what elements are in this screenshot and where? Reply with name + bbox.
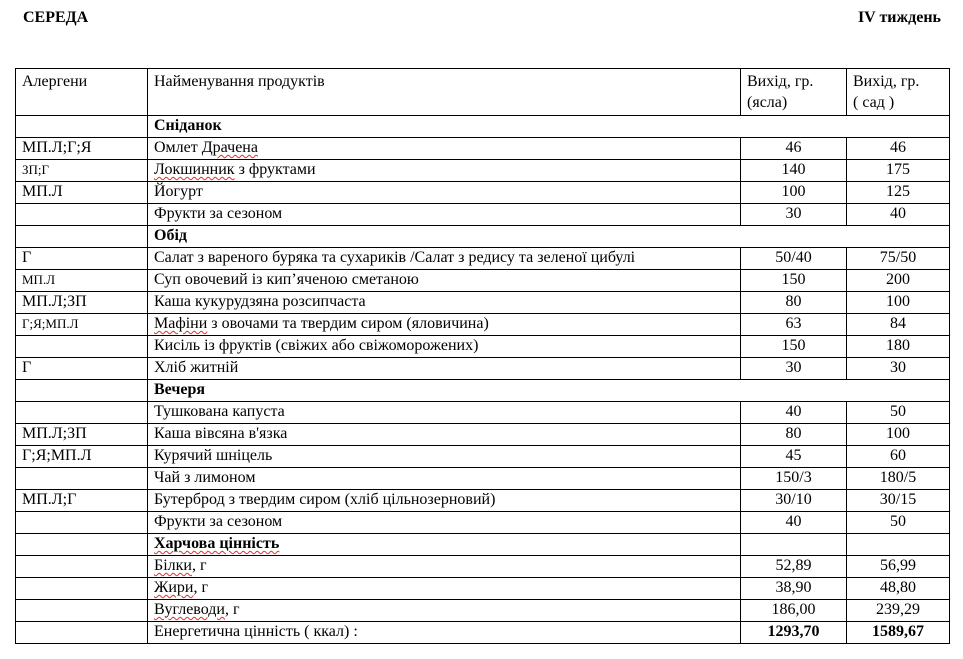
kinder-yield-cell: 75/50 bbox=[847, 248, 950, 270]
header-kinder-line1: Вихід, гр. bbox=[853, 73, 920, 90]
allergens-cell: Г;Я;МП.Л bbox=[16, 314, 148, 336]
section-title: Вечеря bbox=[148, 380, 950, 402]
allergens-cell: МП.Л;ЗП bbox=[16, 424, 148, 446]
section-row-lunch bbox=[16, 226, 950, 248]
table-row bbox=[16, 248, 950, 270]
allergens-cell bbox=[16, 402, 148, 424]
energy-label: Енергетична цінність ( ккал) : bbox=[148, 622, 741, 644]
nutrition-label: Жири bbox=[154, 579, 194, 596]
table-row bbox=[16, 446, 950, 468]
allergens-cell bbox=[16, 512, 148, 534]
product-name-flagged: Мафіни bbox=[154, 315, 208, 332]
header-nursery-line1: Вихід, гр. bbox=[747, 73, 814, 90]
product-name-part: Хліб житній bbox=[154, 359, 239, 376]
product-name-part: Тушкована капуста bbox=[154, 403, 285, 420]
section-title-text: Харчова цінність bbox=[154, 535, 280, 552]
allergens-cell bbox=[16, 336, 148, 358]
nursery-value-cell: 52,89 bbox=[741, 556, 847, 578]
kinder-value-cell: 48,80 bbox=[847, 578, 950, 600]
allergens-empty bbox=[16, 578, 148, 600]
section-allergens-empty bbox=[16, 226, 148, 248]
product-name-part: Фрукти за сезоном bbox=[154, 513, 283, 530]
allergens-cell: Г bbox=[16, 358, 148, 380]
kinder-yield-cell: 100 bbox=[847, 424, 950, 446]
header-allergens: Алергени bbox=[16, 69, 148, 116]
section-title: Сніданок bbox=[148, 116, 950, 138]
table-row bbox=[16, 314, 950, 336]
kinder-yield-cell: 30/15 bbox=[847, 490, 950, 512]
allergens-empty bbox=[16, 556, 148, 578]
nursery-yield-cell: 50/40 bbox=[741, 248, 847, 270]
table-row bbox=[16, 160, 950, 182]
product-name-cell bbox=[148, 490, 741, 512]
nursery-yield-cell: 40 bbox=[741, 512, 847, 534]
table-row bbox=[16, 204, 950, 226]
nursery-empty bbox=[741, 534, 847, 556]
kinder-yield-cell: 46 bbox=[847, 138, 950, 160]
week-title: IV тиждень bbox=[857, 9, 941, 26]
nursery-yield-cell: 45 bbox=[741, 446, 847, 468]
product-name-rest: з овочами та твердим сиром (яловичина) bbox=[207, 315, 489, 332]
product-name-part: Чай з лимоном bbox=[154, 469, 256, 486]
product-name-part: Салат з вареного буряка та сухариків /Салат з редису та зеленої цибулі bbox=[154, 249, 636, 266]
section-row-dinner bbox=[16, 380, 950, 402]
allergens-cell: МП.Л;ЗП bbox=[16, 292, 148, 314]
allergens-cell bbox=[16, 204, 148, 226]
kinder-value-cell: 56,99 bbox=[847, 556, 950, 578]
product-name-rest: з фруктами bbox=[234, 161, 316, 178]
allergens-cell bbox=[16, 468, 148, 490]
allergens-cell: МП.Л bbox=[16, 270, 148, 292]
day-title: СЕРЕДА bbox=[23, 9, 89, 26]
kinder-yield-cell: 125 bbox=[847, 182, 950, 204]
allergens-empty bbox=[16, 600, 148, 622]
kinder-yield-cell: 40 bbox=[847, 204, 950, 226]
nursery-yield-cell: 40 bbox=[741, 402, 847, 424]
product-name-cell bbox=[148, 446, 741, 468]
allergens-cell: ЗП;Г bbox=[16, 160, 148, 182]
product-name-part: Йогурт bbox=[154, 183, 203, 200]
allergens-cell: МП.Л;Г bbox=[16, 490, 148, 512]
nutrition-label: Вуглеводи bbox=[154, 601, 225, 618]
kinder-yield-cell: 50 bbox=[847, 512, 950, 534]
nutrition-unit: , г bbox=[224, 601, 240, 618]
allergens-cell: МП.Л;Г;Я bbox=[16, 138, 148, 160]
kinder-yield-cell: 200 bbox=[847, 270, 950, 292]
nutrition-label: Білки bbox=[154, 557, 192, 574]
nursery-yield-cell: 30 bbox=[741, 204, 847, 226]
kinder-yield-cell: 180 bbox=[847, 336, 950, 358]
header-kinder-yield bbox=[847, 69, 950, 116]
product-name-cell bbox=[148, 270, 741, 292]
section-title: Обід bbox=[148, 226, 950, 248]
nutrition-label-cell bbox=[148, 578, 741, 600]
allergens-cell: Г bbox=[16, 248, 148, 270]
product-name-cell bbox=[148, 424, 741, 446]
nutrition-label-cell bbox=[148, 556, 741, 578]
nursery-yield-cell: 63 bbox=[741, 314, 847, 336]
kinder-yield-cell: 175 bbox=[847, 160, 950, 182]
product-name-part: Каша вівсяна в'язка bbox=[154, 425, 288, 442]
kinder-empty bbox=[847, 534, 950, 556]
kinder-yield-cell: 180/5 bbox=[847, 468, 950, 490]
section-allergens-empty bbox=[16, 380, 148, 402]
table-row bbox=[16, 270, 950, 292]
product-name-cell bbox=[148, 468, 741, 490]
table-row bbox=[16, 138, 950, 160]
product-name-cell bbox=[148, 358, 741, 380]
table-row bbox=[16, 182, 950, 204]
table-header-row bbox=[16, 69, 950, 116]
nursery-yield-cell: 46 bbox=[741, 138, 847, 160]
kinder-yield-cell: 100 bbox=[847, 292, 950, 314]
nutrition-unit: , г bbox=[193, 579, 209, 596]
kinder-yield-cell: 30 bbox=[847, 358, 950, 380]
nursery-yield-cell: 30/10 bbox=[741, 490, 847, 512]
section-row-breakfast bbox=[16, 116, 950, 138]
product-name-cell bbox=[148, 160, 741, 182]
table-row bbox=[16, 490, 950, 512]
energy-nursery: 1293,70 bbox=[741, 622, 847, 644]
product-name-part: Курячий шніцель bbox=[154, 447, 273, 464]
nursery-yield-cell: 150 bbox=[741, 336, 847, 358]
product-name-part: Омлет bbox=[154, 139, 202, 156]
allergens-cell: МП.Л bbox=[16, 182, 148, 204]
table-row bbox=[16, 402, 950, 424]
section-title bbox=[148, 534, 741, 556]
product-name-cell bbox=[148, 248, 741, 270]
header-product: Найменування продуктів bbox=[148, 69, 741, 116]
allergens-cell: Г;Я;МП.Л bbox=[16, 446, 148, 468]
product-name-cell bbox=[148, 336, 741, 358]
header-kinder-line2: ( сад ) bbox=[853, 94, 895, 111]
product-name-part: Каша кукурудзяна розсипчаста bbox=[154, 293, 366, 310]
nursery-yield-cell: 30 bbox=[741, 358, 847, 380]
table-row bbox=[16, 292, 950, 314]
nursery-value-cell: 186,00 bbox=[741, 600, 847, 622]
nutrition-row bbox=[16, 556, 950, 578]
product-name-cell bbox=[148, 182, 741, 204]
nursery-yield-cell: 80 bbox=[741, 424, 847, 446]
product-name-part: Кисіль із фруктів (свіжих або свіжоморожених) bbox=[154, 337, 479, 354]
kinder-yield-cell: 84 bbox=[847, 314, 950, 336]
product-name-cell bbox=[148, 402, 741, 424]
section-allergens-empty bbox=[16, 534, 148, 556]
kinder-yield-cell: 60 bbox=[847, 446, 950, 468]
energy-kinder: 1589,67 bbox=[847, 622, 950, 644]
nursery-yield-cell: 80 bbox=[741, 292, 847, 314]
section-row-nutrition bbox=[16, 534, 950, 556]
section-allergens-empty bbox=[16, 116, 148, 138]
nutrition-row bbox=[16, 578, 950, 600]
nursery-yield-cell: 100 bbox=[741, 182, 847, 204]
menu-table bbox=[15, 68, 950, 644]
table-row bbox=[16, 424, 950, 446]
product-name-cell bbox=[148, 314, 741, 336]
table-row bbox=[16, 468, 950, 490]
header-nursery-yield bbox=[741, 69, 847, 116]
nutrition-label-cell bbox=[148, 600, 741, 622]
product-name-cell bbox=[148, 292, 741, 314]
nursery-yield-cell: 140 bbox=[741, 160, 847, 182]
product-name-flagged: Драчена bbox=[201, 139, 258, 156]
table-row bbox=[16, 358, 950, 380]
kinder-yield-cell: 50 bbox=[847, 402, 950, 424]
nutrition-row bbox=[16, 600, 950, 622]
nursery-yield-cell: 150/3 bbox=[741, 468, 847, 490]
product-name-cell bbox=[148, 138, 741, 160]
table-row bbox=[16, 336, 950, 358]
allergens-empty bbox=[16, 622, 148, 644]
nursery-yield-cell: 150 bbox=[741, 270, 847, 292]
product-name-flagged: Локшинник bbox=[154, 161, 235, 178]
kinder-value-cell: 239,29 bbox=[847, 600, 950, 622]
product-name-part: Фрукти за сезоном bbox=[154, 205, 283, 222]
product-name-part: Суп овочевий із кип’яченою сметаною bbox=[154, 271, 419, 288]
nursery-value-cell: 38,90 bbox=[741, 578, 847, 600]
product-name-part: Бутерброд з твердим сиром (хліб цільнозерновий) bbox=[154, 491, 496, 508]
energy-row bbox=[16, 622, 950, 644]
header-nursery-line2: (ясла) bbox=[747, 94, 788, 111]
nutrition-unit: , г bbox=[191, 557, 207, 574]
table-row bbox=[16, 512, 950, 534]
product-name-cell bbox=[148, 204, 741, 226]
product-name-cell bbox=[148, 512, 741, 534]
